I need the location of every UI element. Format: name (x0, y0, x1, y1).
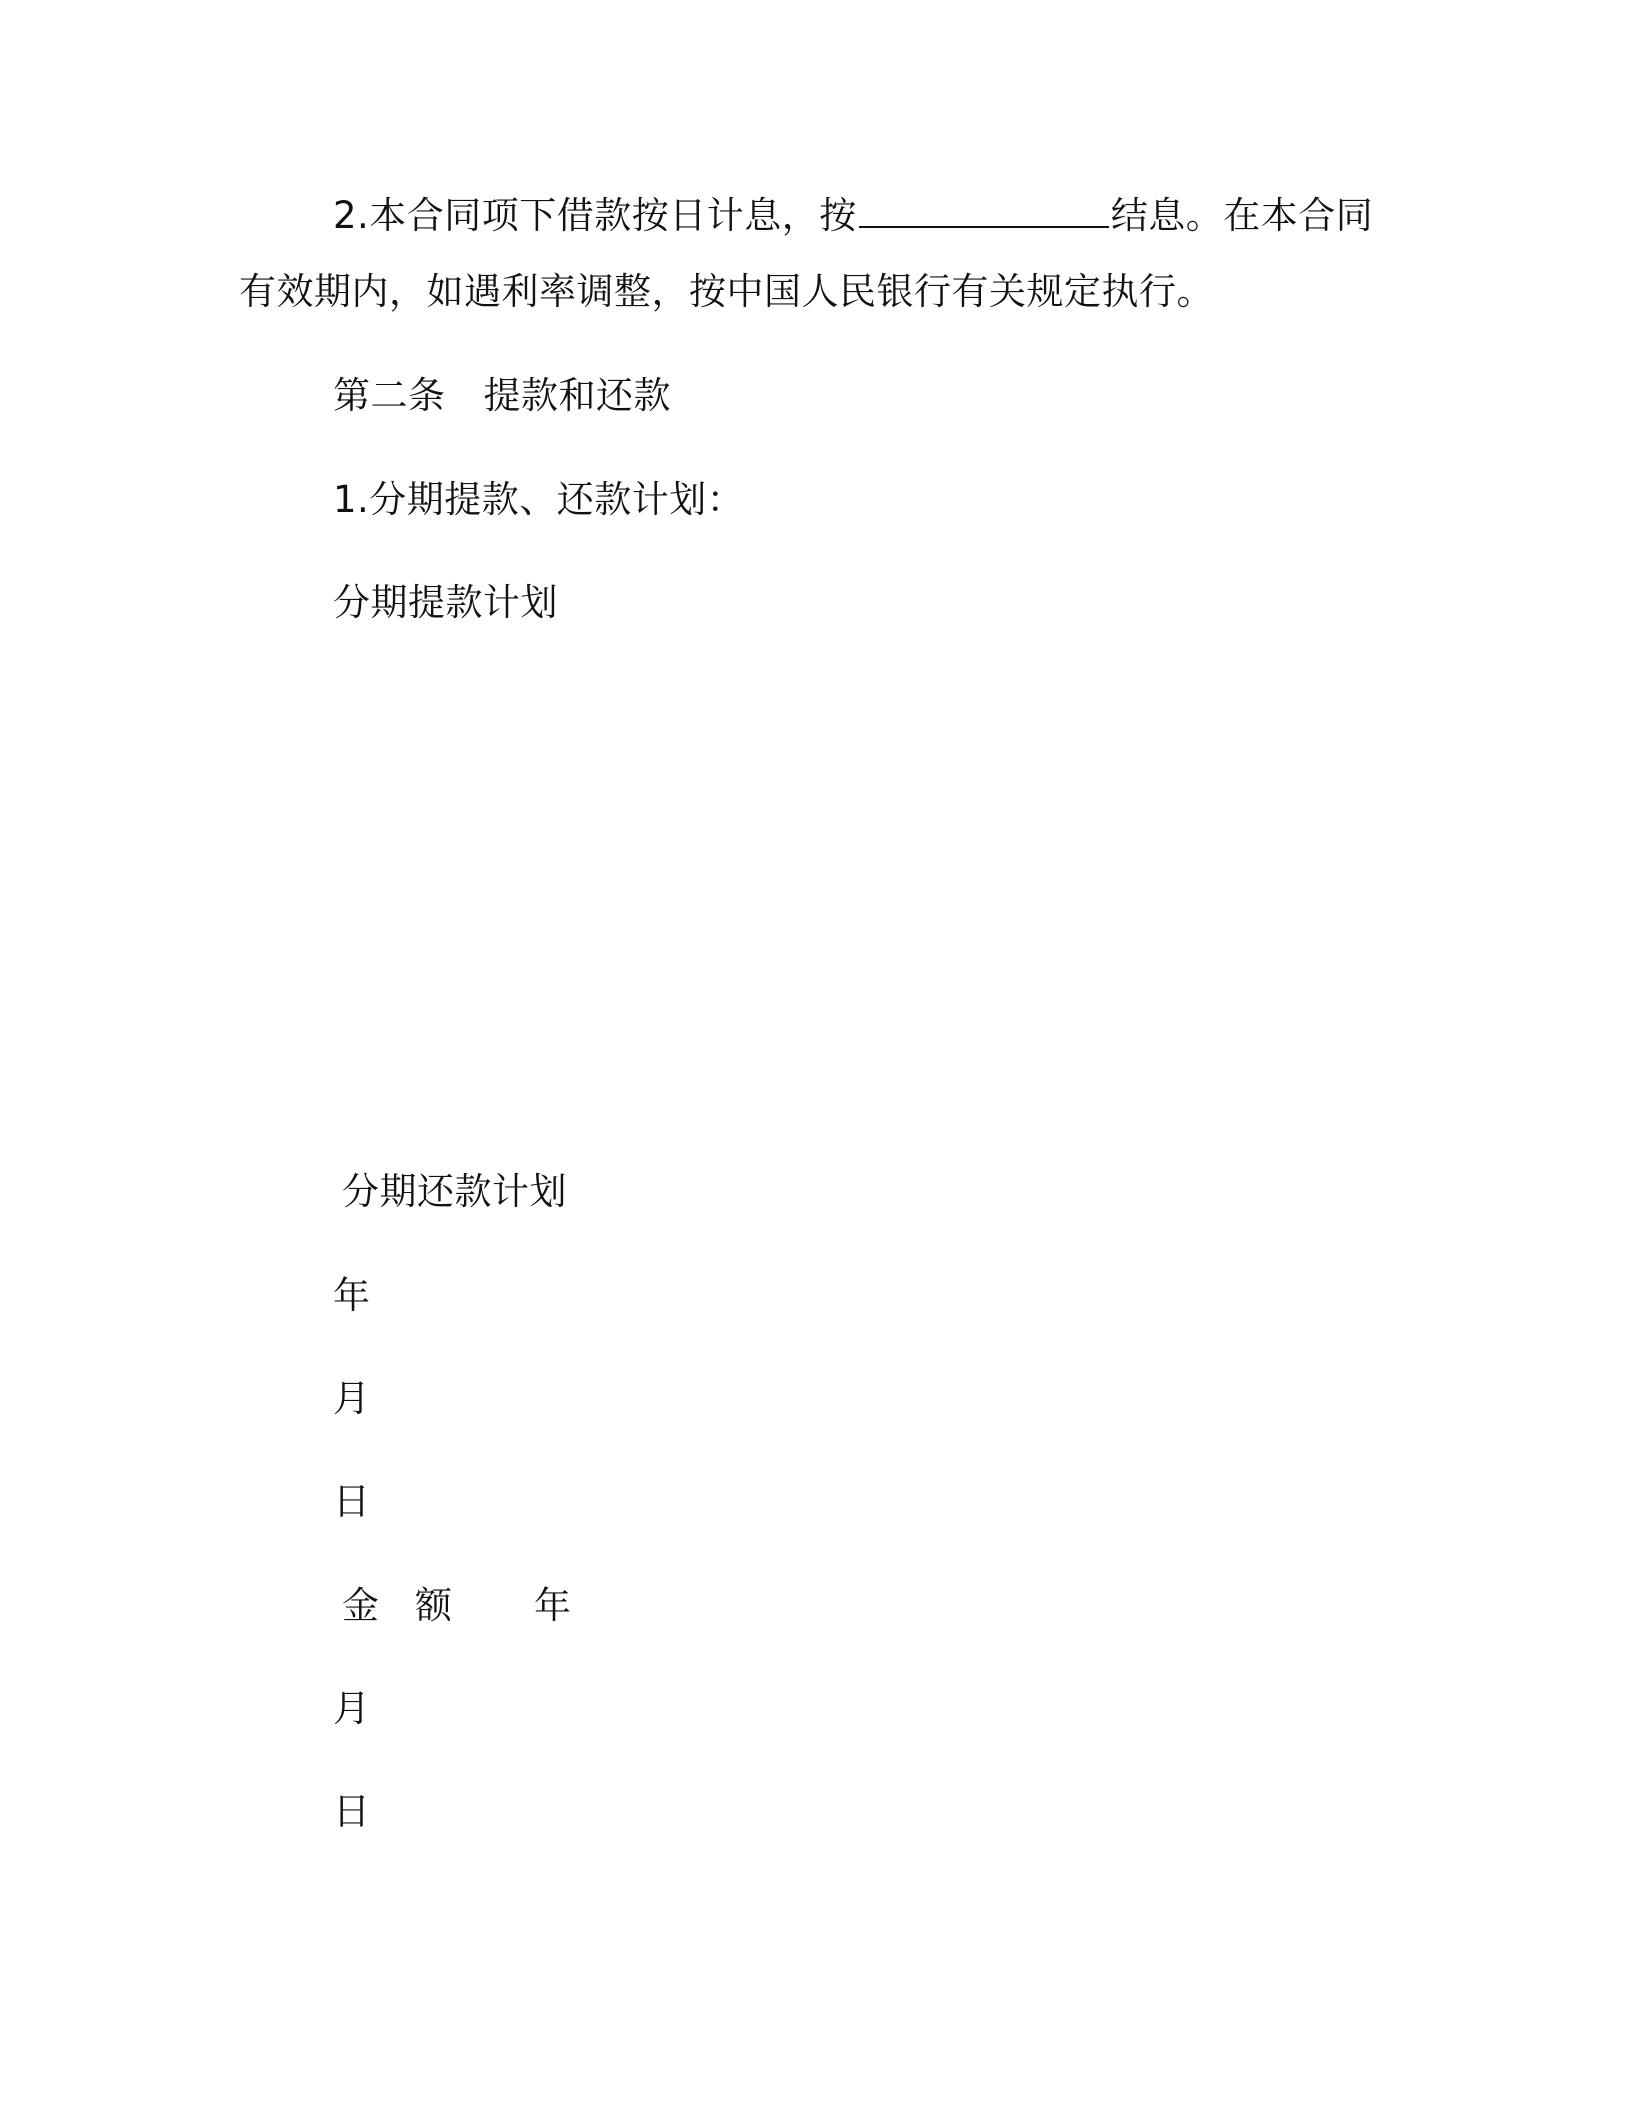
article-2-number: 第二条 (333, 374, 446, 417)
clause-item-2-line-1 (333, 190, 1373, 242)
repayment-month-label-2: 月 (333, 1687, 371, 1730)
clause-item-2-text-a: 2.本合同项下借款按日计息，按 (333, 194, 857, 237)
repayment-year-label-2: 年 (534, 1584, 571, 1627)
article-2-title: 提款和还款 (483, 374, 671, 417)
repayment-year-label-1: 年 (333, 1274, 371, 1317)
clause-item-2-text-b: 结息。在本合同 (1110, 194, 1374, 237)
clause-item-2-line-2: 有效期内，如遇利率调整，按中国人民银行有关规定执行。 (239, 270, 1214, 313)
drawdown-plan-title: 分期提款计划 (333, 581, 558, 624)
article-2-heading (333, 370, 671, 422)
amount-label-char-1: 金 (342, 1584, 379, 1627)
interest-settlement-blank (859, 190, 1109, 228)
article-2-item-1: 1.分期提款、还款计划： (333, 478, 745, 521)
repayment-day-label-1: 日 (333, 1480, 371, 1523)
amount-label-char-2: 额 (415, 1584, 452, 1627)
repayment-month-label-1: 月 (333, 1377, 371, 1420)
repayment-day-label-2: 日 (333, 1790, 371, 1833)
repayment-plan-title: 分期还款计划 (342, 1170, 567, 1213)
amount-and-year-row (342, 1580, 571, 1632)
